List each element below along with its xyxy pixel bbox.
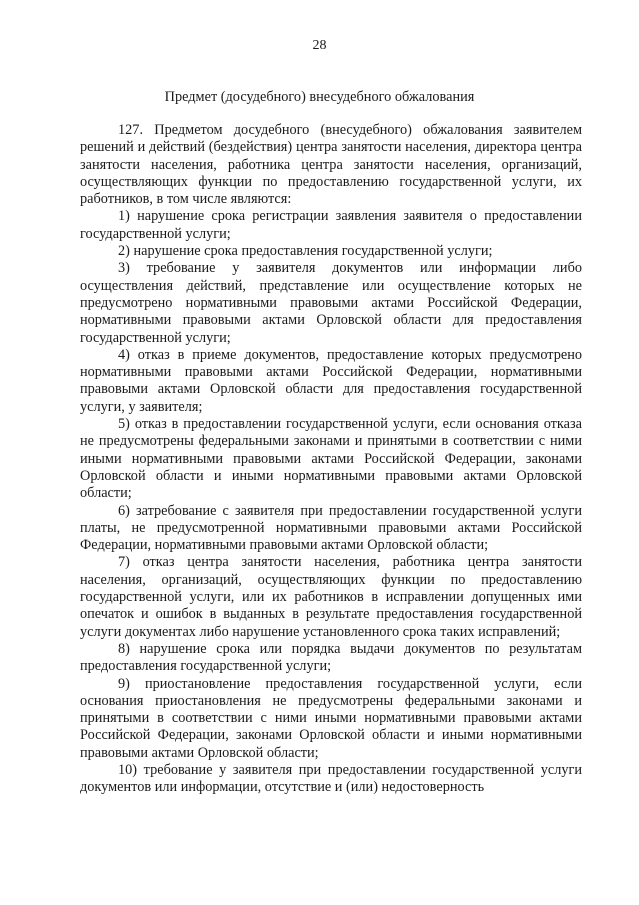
list-item-6: 6) затребование с заявителя при предоставлении государственной услуги платы, не предусмотренной нормативными правовыми актами Российской Федерации, нормативными правовыми актами Орловской области; xyxy=(80,502,582,554)
list-item-8: 8) нарушение срока или порядка выдачи документов по результатам предоставления государственной услуги; xyxy=(80,640,582,675)
list-item-10: 10) требование у заявителя при предоставлении государственной услуги документов или информации, отсутствие и (или) недостоверность xyxy=(80,761,582,796)
body-text xyxy=(80,122,582,797)
list-item-5: 5) отказ в предоставлении государственной услуги, если основания отказа не предусмотрены федеральными законами и принятыми в соответствии с ними иными нормативными правовыми актами Российской Федерации, законами Орловской области и иными нормативными правовыми актами Орловской области; xyxy=(80,416,582,502)
list-item-2: 2) нарушение срока предоставления государственной услуги; xyxy=(118,243,493,260)
list-item-7: 7) отказ центра занятости населения, работника центра занятости населения, организаций, осуществляющих функции по предоставлению государственной услуги, или их работников в исправлении допущенных ими опечаток и ошибок в выданных в результате предоставления государственной услуги документах либо нарушение установленного срока таких исправлений; xyxy=(80,554,582,640)
list-item-4: 4) отказ в приеме документов, предоставление которых предусмотрено нормативными правовыми актами Российской Федерации, нормативными правовыми актами Орловской области для предоставления государственной услуги, у заявителя; xyxy=(80,346,582,415)
page-number: 28 xyxy=(312,38,327,53)
section-heading: Предмет (досудебного) внесудебного обжалования xyxy=(164,89,475,105)
list-item-9: 9) приостановление предоставления государственной услуги, если основания приостановления не предусмотрены федеральными законами и принятыми в соответствии с ними иными нормативными правовыми актами Российской Федерации, законами Орловской области и иными нормативными правовыми актами Орловской области; xyxy=(80,675,582,761)
list-item-3: 3) требование у заявителя документов или информации либо осуществления действий, представление или осуществление которых не предусмотрено нормативными правовыми актами Российской Федерации, нормативными правовыми актами Орловской области для предоставления государственной услуги; xyxy=(80,260,582,346)
paragraph-127-intro: 127. Предметом досудебного (внесудебного) обжалования заявителем решений и действий (бездействия) центра занятости населения, директора центра занятости населения, работника центра занятости населения, организаций, осуществляющих функции по предоставлению государственной услуги, их работников, в том числе являются: xyxy=(80,122,582,208)
list-item-1: 1) нарушение срока регистрации заявления заявителя о предоставлении государственной услуги; xyxy=(80,208,582,242)
